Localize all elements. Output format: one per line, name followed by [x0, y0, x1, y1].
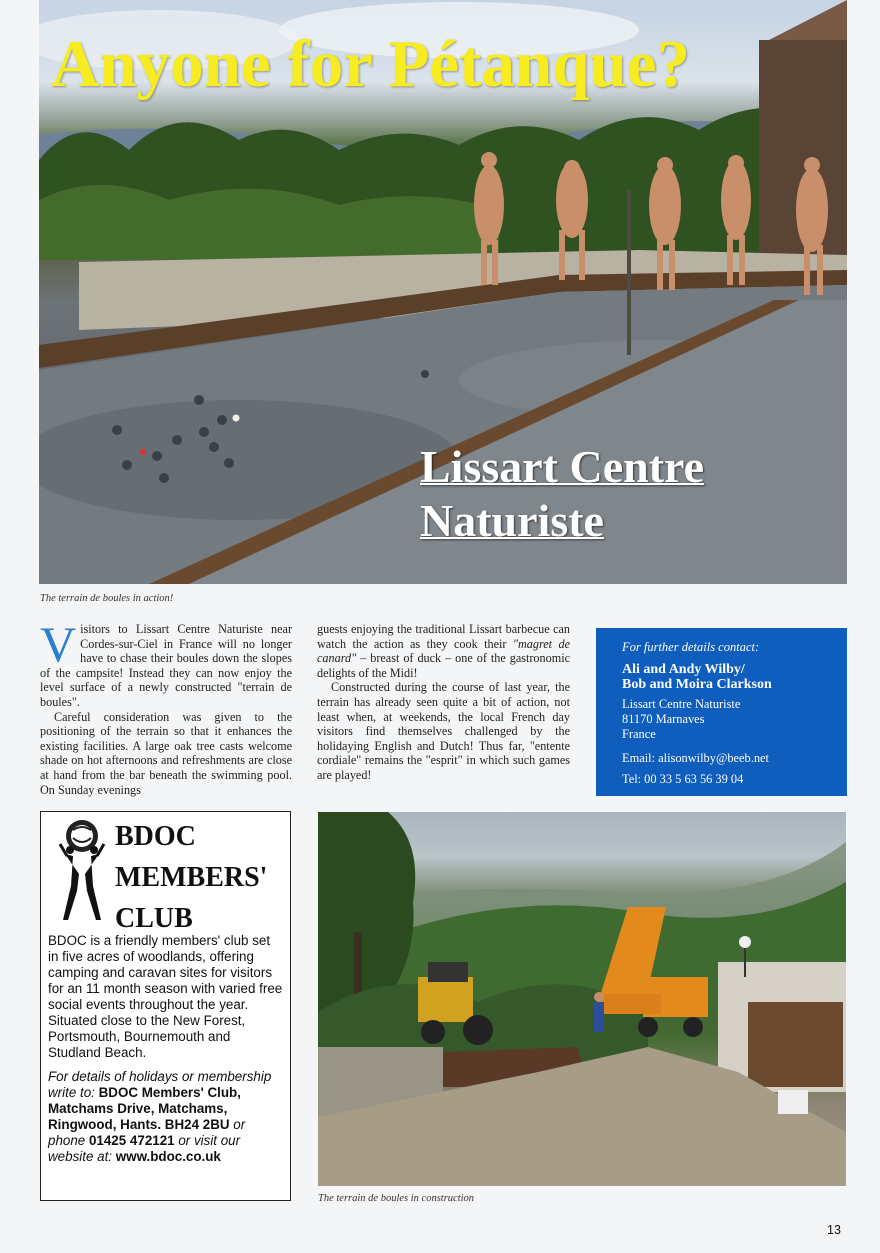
bdoc-phone: 01425 472121: [88, 1133, 175, 1148]
bdoc-title-line-2: MEMBERS': [115, 862, 268, 893]
contact-address-line-2: 81170 Marnaves: [622, 712, 705, 726]
article-paragraph-4: Constructed during the course of last year, the terrain has already seen quite a bit of action, not least when, at weekends, the local French day visitors find themselves challenged by the holidaying English and Dutch! Thus far, "entente cordiale" remains the "esprit" in which such games are played!: [317, 680, 570, 782]
bdoc-or-phone: or phone: [48, 1117, 246, 1148]
article-paragraph-2: Careful consideration was given to the positioning of the terrain so that it enhances the existing facilities. A large oak tree casts welcome shade on hot afternoons and refreshments are close at hand from the bar beneath the swimming pool. On Sunday evenings: [40, 709, 292, 797]
contact-address-line-1: Lissart Centre Naturiste: [622, 697, 741, 711]
bdoc-address: BDOC Members' Club, Matchams Drive, Matchams, Ringwood, Hants. BH24 2BU: [48, 1085, 241, 1132]
article-paragraph-1: [40, 616, 292, 710]
hero-photo-caption: The terrain de boules in action!: [40, 593, 174, 604]
bdoc-title-line-1: BDOC: [115, 821, 196, 852]
article-paragraph-3: [317, 622, 570, 680]
construction-photo-illustration: [318, 812, 846, 1186]
drop-cap: V: [40, 616, 77, 672]
contact-names: [622, 662, 835, 692]
hero-photo: [39, 0, 847, 584]
bdoc-advert-title: [115, 816, 267, 939]
bdoc-advert-body: [48, 933, 284, 1173]
article-paragraph-3-end: – breast of duck – one of the gastronomic delights of the Midi!: [317, 651, 570, 680]
contact-names-line-2: Bob and Moira Clarkson: [622, 677, 772, 692]
bdoc-description: BDOC is a friendly members' club set in five acres of woodlands, offering camping and caravan sites for visitors for an 11 month season with varied free social events throughout the year. Situated close to the New Forest, Portsmouth, Bournemouth and Studland Beach.: [48, 933, 283, 1060]
contact-names-line-1: Ali and Andy Wilby/: [622, 662, 745, 677]
article-paragraph-1-text: isitors to Lissart Centre Naturiste near Cordes-sur-Ciel in France will no longer have to chase their boules down the slopes of the campsite! Instead they can now enjoy the level surface of a newly constructed "terrain de boules".: [40, 622, 292, 709]
contact-telephone: Tel: 00 33 5 63 56 39 04: [622, 772, 744, 786]
article-subtitle: [420, 440, 704, 548]
page-number: 13: [827, 1223, 841, 1237]
construction-photo-caption: The terrain de boules in construction: [318, 1193, 475, 1204]
article-paragraph-3-start: guests enjoying the traditional Lissart barbecue can watch the action as they cook their: [317, 622, 570, 651]
bdoc-website: www.bdoc.co.uk: [115, 1149, 221, 1164]
contact-box: [596, 628, 847, 796]
article-subtitle-line-1: Lissart Centre: [420, 441, 705, 492]
bdoc-advert: [40, 811, 291, 1201]
article-paragraph-3-italic: "magret de canard": [317, 636, 570, 666]
contact-heading: For further details contact:: [622, 640, 760, 654]
bdoc-details-intro: For details of holidays or membership write to:: [48, 1069, 272, 1100]
article-column-2: [317, 622, 570, 783]
bdoc-contact-details: [48, 1069, 284, 1165]
contact-email: Email: alisonwilby@beeb.net: [622, 751, 769, 765]
construction-photo: [318, 812, 846, 1186]
bdoc-title-line-3: CLUB: [115, 903, 193, 934]
article-title: Anyone for Pétanque?: [51, 27, 690, 101]
contact-address-line-3: France: [622, 727, 656, 741]
bdoc-or-visit: or visit our website at:: [48, 1133, 241, 1164]
bdoc-logo-icon: [55, 816, 109, 926]
article-subtitle-line-2: Naturiste: [420, 495, 604, 546]
article-column-1: [40, 616, 292, 797]
